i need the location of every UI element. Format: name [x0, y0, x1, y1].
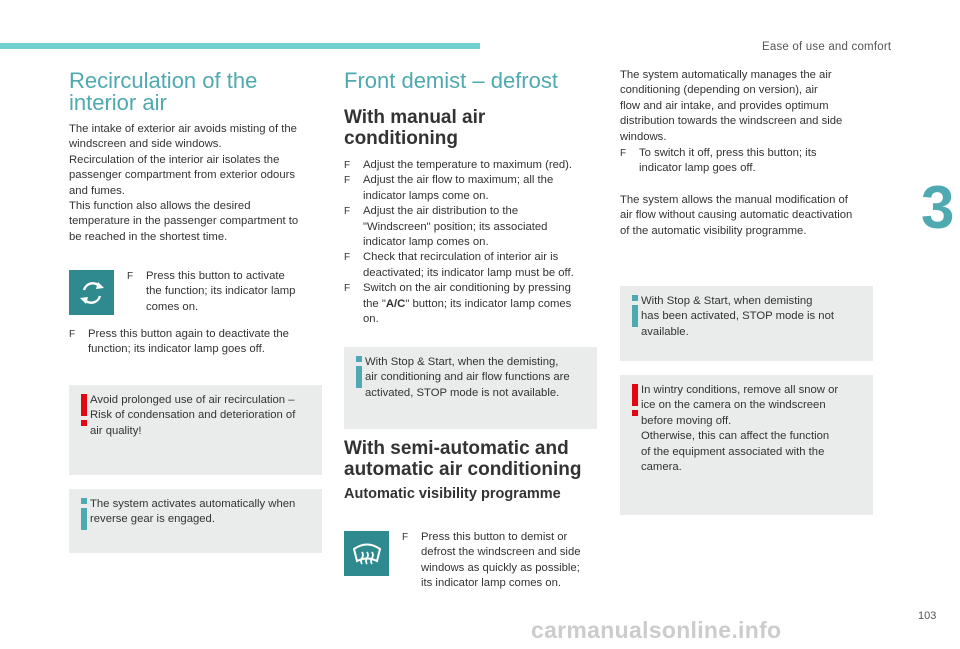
- info-note: With Stop & Start, when demisting has been activated, STOP mode is not available.: [620, 286, 873, 361]
- bullet-mark: F: [344, 160, 351, 171]
- bullet-mark: F: [69, 329, 76, 340]
- page-number: 103: [918, 610, 937, 622]
- info-icon: [77, 498, 91, 530]
- list-item: F Press this button to activate the function; its indicator lamp comes on.: [127, 270, 296, 313]
- header-accent-bar: [0, 43, 480, 49]
- recirculation-heading: Recirculation of the interior air: [69, 68, 258, 115]
- bullet-mark: F: [344, 252, 351, 264]
- info-note: The system activates automatically when reverse gear is engaged.: [69, 489, 322, 553]
- list-item: F Press this button to demist or defrost the windscreen and side windows as quickly as possible; its indicator lamp comes on.: [402, 531, 581, 590]
- bullet-mark: F: [344, 283, 351, 295]
- list-item: F Adjust the air distribution to the "Windscreen" position; its associated indicator lamp comes on.: [344, 205, 548, 249]
- warning-note: In wintry conditions, remove all snow or ice on the camera on the windscreen before moving off. Otherwise, this can affect the function of the equipment associated with the camera.: [620, 375, 873, 515]
- info-icon: [628, 295, 642, 327]
- info-icon: [352, 356, 366, 388]
- warning-note: Avoid prolonged use of air recirculation – Risk of condensation and deterioration of air quality!: [69, 385, 322, 475]
- bullet-mark: F: [127, 271, 134, 282]
- bullet-mark: F: [620, 148, 627, 159]
- automatic-system-description: The system automatically manages the air conditioning (depending on version), air flow and air intake, and provides optimum distribution towards the windscreen and side windows.: [620, 69, 843, 143]
- list-item: F Adjust the temperature to maximum (red).: [344, 158, 599, 173]
- manual-ac-heading: With manual air conditioning: [344, 107, 486, 149]
- bullet-mark: F: [402, 532, 409, 543]
- chapter-number: 3: [921, 174, 955, 241]
- list-item: F To switch it off, press this button; its indicator lamp goes off.: [620, 147, 817, 175]
- windscreen-demist-icon: [350, 537, 384, 571]
- recirculation-deactivate-step: [69, 327, 324, 358]
- watermark: carmanualsonline.info: [531, 617, 782, 643]
- list-item: F Adjust the air flow to maximum; all the indicator lamps come on.: [344, 174, 554, 202]
- bullet-mark: F: [344, 206, 351, 218]
- manual-modification-text: The system allows the manual modification of air flow without causing automatic deactivation of the automatic visibility programme.: [620, 194, 853, 237]
- list-item: F Check that recirculation of interior air is deactivated; its indicator lamp must be off.: [344, 251, 574, 279]
- warning-icon: [628, 384, 642, 416]
- visibility-programme-heading: Automatic visibility programme: [344, 486, 561, 502]
- recirculation-activate-step: [127, 269, 327, 315]
- info-note: With Stop & Start, when the demisting, air conditioning and air flow functions are activated, STOP mode is not available.: [344, 347, 597, 429]
- recirculation-intro: The intake of exterior air avoids misting of the windscreen and side windows. Recirculation of the interior air isolates the passenger compartment from exterior odours and fumes. This function also allows the desired temperature in the passenger compartment to be reached in the shortest time.: [69, 123, 299, 243]
- list-item: F Press this button again to deactivate the function; its indicator lamp goes off.: [69, 328, 289, 356]
- warning-icon: [77, 394, 91, 426]
- switch-off-step: [620, 146, 878, 177]
- front-demist-heading: Front demist – defrost: [344, 68, 558, 93]
- list-item: F Switch on the air conditioning by pressing the "A/C" button; its indicator lamp comes on.: [344, 282, 572, 326]
- automatic-ac-heading: With semi-automatic and automatic air conditioning: [344, 438, 582, 480]
- section-title: Ease of use and comfort: [762, 41, 892, 53]
- ac-button-label: A/C: [385, 297, 406, 310]
- manual-ac-steps: [344, 158, 599, 327]
- bullet-mark: F: [344, 175, 351, 187]
- recirculation-button-tile: [69, 270, 114, 315]
- recirculation-icon: [75, 276, 109, 310]
- demist-button-step: [402, 530, 602, 592]
- demist-button-tile: [344, 531, 389, 576]
